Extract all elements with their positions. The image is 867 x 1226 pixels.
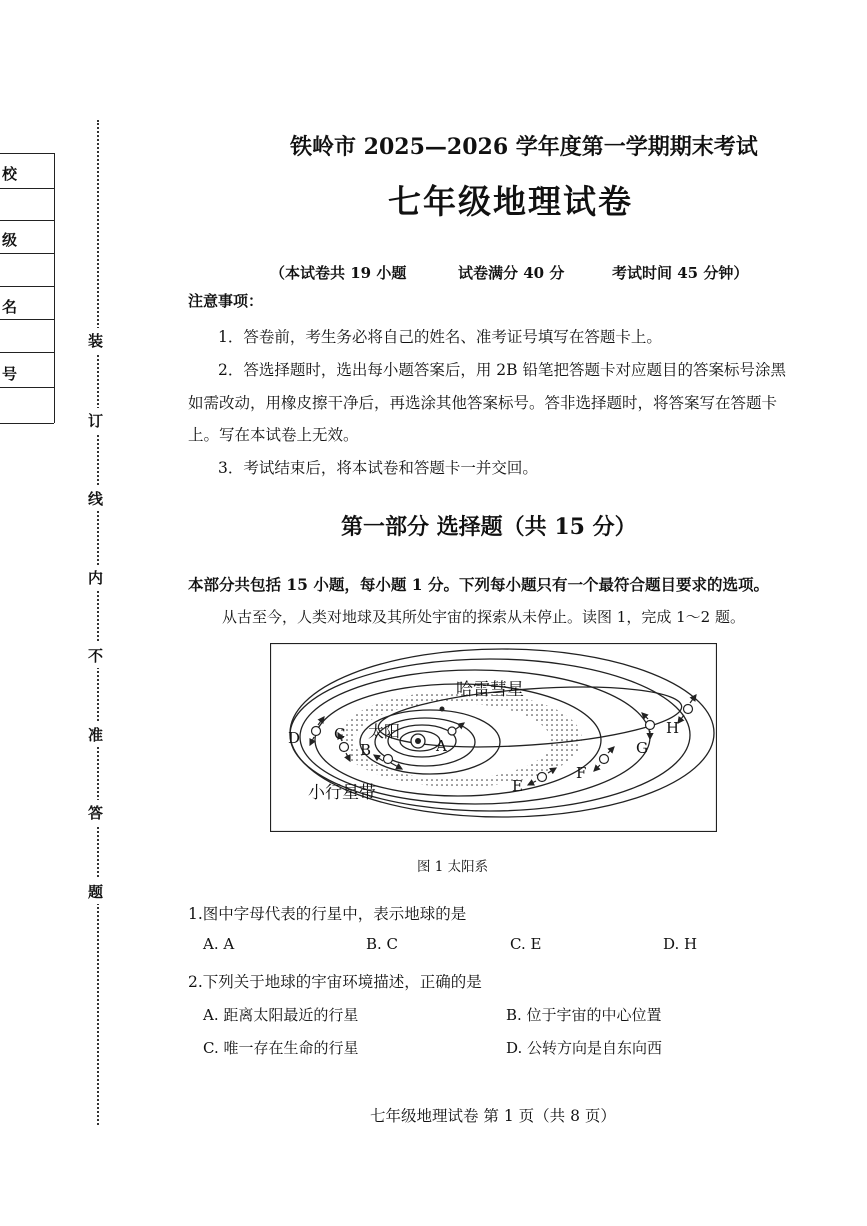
class-field-label: 级 xyxy=(2,231,18,249)
option-c: C. E xyxy=(510,935,542,953)
option-b: B. C xyxy=(366,935,399,953)
asteroid-belt-label: 小行星带 xyxy=(308,783,376,803)
option-c: C. 唯一存在生命的行星 xyxy=(203,1039,359,1057)
notice-item: 2．答选择题时，选出每小题答案后，用 2B 铅笔把答题卡对应题目的答案标号涂黑 xyxy=(218,361,786,379)
meta-question-count: （本试卷共 19 小题 xyxy=(270,264,407,282)
notice-item: 上。写在本试卷上无效。 xyxy=(188,426,359,444)
info-cell xyxy=(0,188,54,221)
planet-label-h: H xyxy=(666,719,680,737)
exam-title: 铁岭市 2025—2026 学年度第一学期期末考试 xyxy=(290,134,758,160)
binding-char: 答 xyxy=(88,800,103,825)
planet-label-b: B xyxy=(360,741,372,759)
solar-system-diagram xyxy=(270,643,717,832)
paper-title: 七年级地理试卷 xyxy=(388,182,633,221)
sun-label: 太阳 xyxy=(368,722,401,741)
comet-icon xyxy=(440,707,445,712)
section-title: 第一部分 选择题（共 15 分） xyxy=(341,514,637,540)
option-b: B. 位于宇宙的中心位置 xyxy=(506,1006,662,1024)
binding-char: 不 xyxy=(88,643,103,668)
page-footer: 七年级地理试卷 第 1 页（共 8 页） xyxy=(370,1107,616,1125)
planet-label-e: E xyxy=(512,777,523,795)
planet-label-d: D xyxy=(288,729,301,747)
planet-label-a: A xyxy=(436,737,447,755)
figure-caption: 图 1 太阳系 xyxy=(417,859,489,875)
question-stem: 1.图中字母代表的行星中，表示地球的是 xyxy=(188,905,467,923)
info-cell xyxy=(0,253,54,287)
binding-char: 内 xyxy=(88,565,103,590)
name-field-label: 名 xyxy=(2,298,18,316)
planet-label-c: C xyxy=(334,725,346,743)
meta-exam-time: 考试时间 45 分钟） xyxy=(612,264,749,282)
option-d: D. 公转方向是自东向西 xyxy=(506,1039,663,1057)
option-a: A. 距离太阳最近的行星 xyxy=(203,1006,359,1024)
student-info-table xyxy=(0,153,55,423)
comet-label: 哈雷彗星 xyxy=(456,680,524,700)
meta-full-score: 试卷满分 40 分 xyxy=(458,264,565,282)
question-context: 从古至今，人类对地球及其所处宇宙的探索从未停止。读图 1，完成 1～2 题。 xyxy=(222,608,745,626)
binding-char: 装 xyxy=(88,328,103,353)
binding-char: 准 xyxy=(88,722,103,747)
number-field-label: 号 xyxy=(2,365,18,383)
binding-char: 题 xyxy=(88,879,103,904)
notice-heading: 注意事项： xyxy=(188,292,264,310)
notice-item: 3．考试结束后，将本试卷和答题卡一并交回。 xyxy=(218,459,538,477)
planet-label-g: G xyxy=(636,739,648,757)
binding-line xyxy=(97,120,99,1125)
info-cell xyxy=(0,319,54,353)
option-d: D. H xyxy=(663,935,698,953)
binding-char: 订 xyxy=(88,408,103,433)
school-field-label: 校 xyxy=(2,165,18,183)
binding-char: 线 xyxy=(88,486,103,511)
notice-item: 1．答卷前，考生务必将自己的姓名、准考证号填写在答题卡上。 xyxy=(218,328,662,346)
option-a: A. A xyxy=(203,935,235,953)
info-cell xyxy=(0,387,54,424)
notice-item: 如需改动，用橡皮擦干净后，再选涂其他答案标号。答非选择题时，将答案写在答题卡 xyxy=(188,394,778,412)
planet-label-f: F xyxy=(576,764,587,782)
question-stem: 2.下列关于地球的宇宙环境描述，正确的是 xyxy=(188,973,482,991)
solar-system-figure xyxy=(270,643,717,832)
section-intro: 本部分共包括 15 小题，每小题 1 分。下列每小题只有一个最符合题目要求的选项。 xyxy=(188,575,769,594)
